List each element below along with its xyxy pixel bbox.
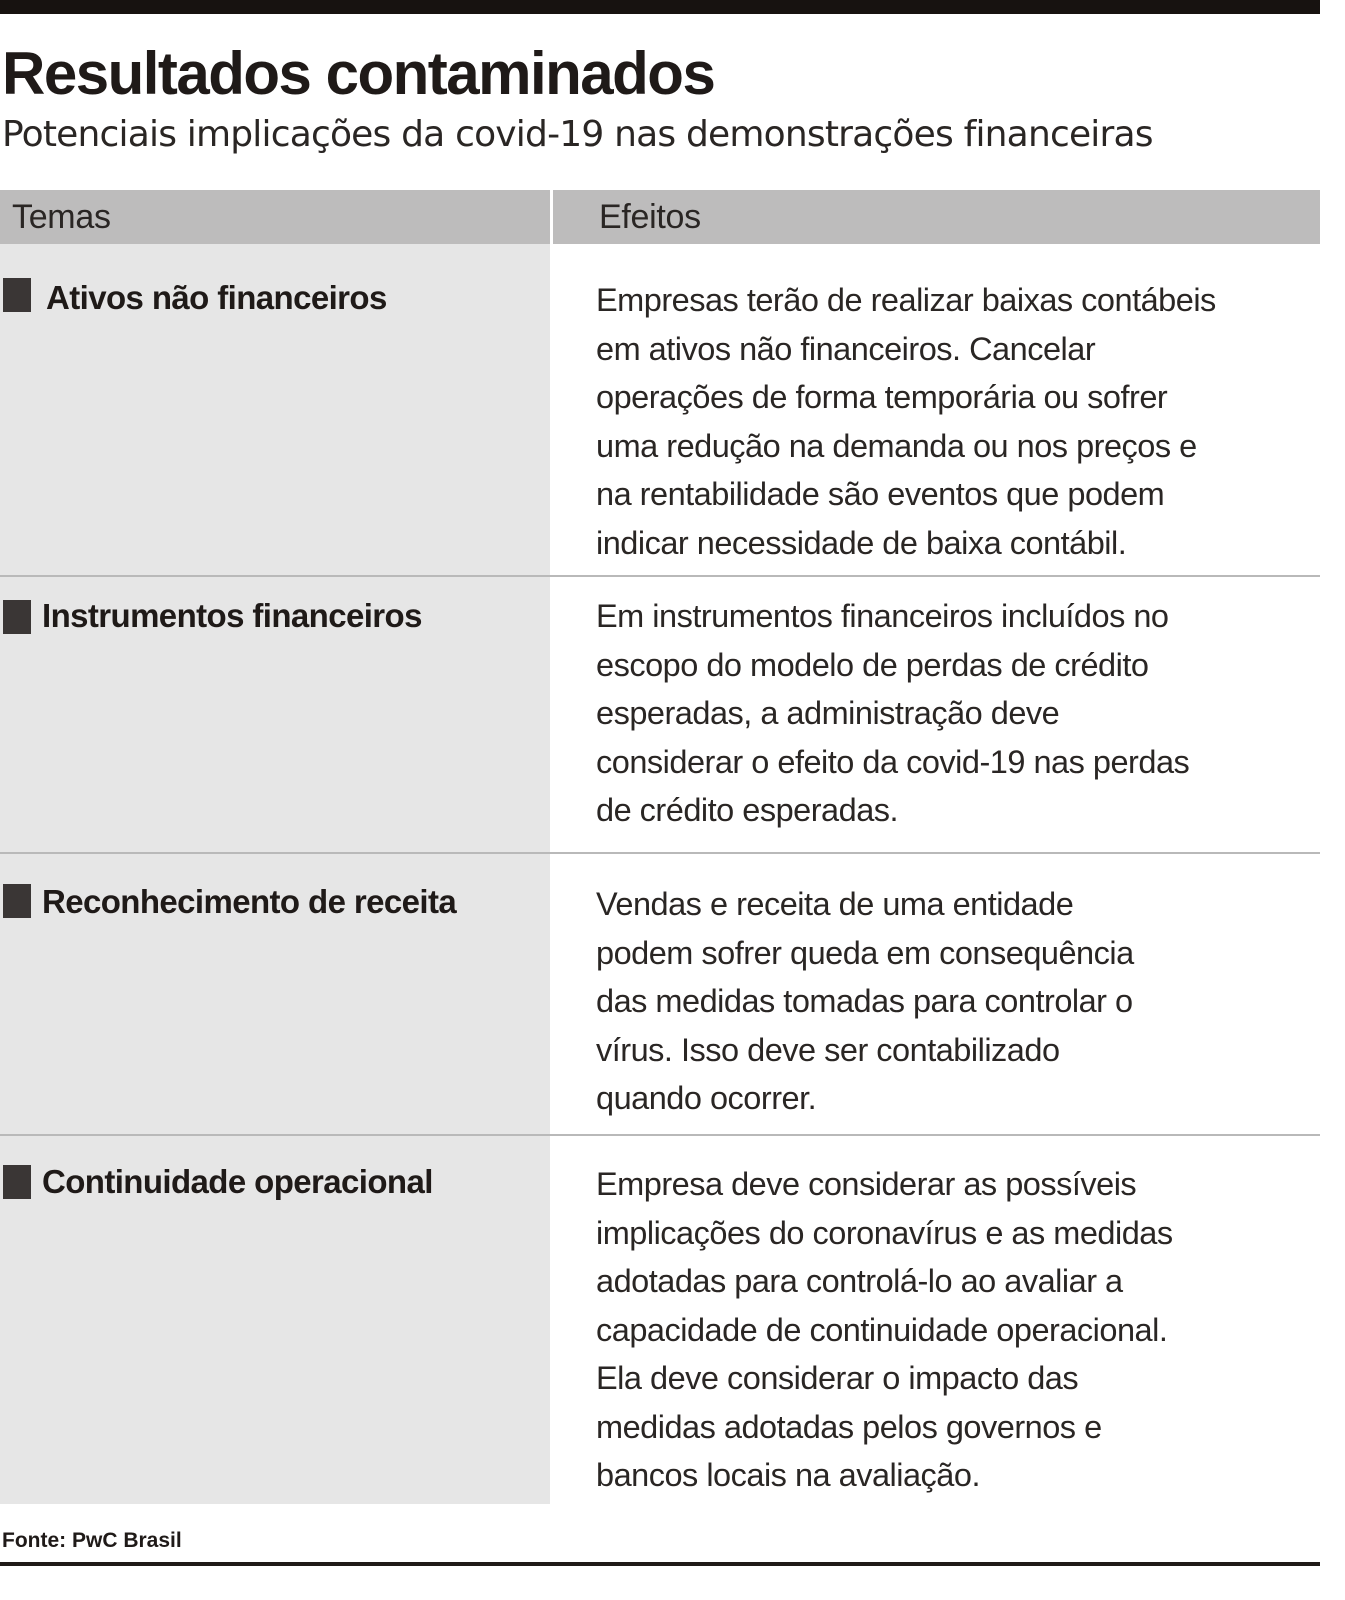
header-temas: Temas [0, 190, 550, 244]
page-title: Resultados contaminados [2, 40, 715, 107]
efeito-text: Vendas e receita de uma entidade podem sofrer queda em consequência das medidas tomadas para controlar o vírus. Isso deve ser contabilizado quando ocorrer. [596, 886, 1134, 1116]
efeito-cell [553, 577, 1320, 852]
header-efeitos: Efeitos [553, 190, 1320, 244]
efeito-text: Em instrumentos financeiros incluídos no escopo do modelo de perdas de crédito esperadas, a administração deve considerar o efeito da covid-19 nas perdas de crédito esperadas. [596, 598, 1190, 828]
top-rule [0, 0, 1320, 14]
table-row [0, 1134, 1320, 1504]
tema-cell [0, 244, 550, 575]
efeito-text: Empresas terão de realizar baixas contábeis em ativos não financeiros. Cancelar operações de forma temporária ou sofrer uma redução na demanda ou nos preços e na rentabilidade são eventos que podem indicar necessidade de baixa contábil. [596, 282, 1216, 561]
efeito-cell [553, 1136, 1320, 1504]
tema-label: Ativos não financeiros [46, 279, 387, 316]
bullet-square-icon [3, 1165, 31, 1199]
table-row [0, 244, 1320, 575]
tema-cell [0, 577, 550, 852]
efeito-cell [553, 244, 1320, 575]
page-subtitle: Potenciais implicações da covid-19 nas demonstrações financeiras [2, 114, 1153, 155]
tema-label: Continuidade operacional [42, 1163, 433, 1200]
table-header [0, 190, 1320, 244]
tema-cell [0, 854, 550, 1134]
bottom-rule [0, 1562, 1320, 1566]
efeito-text: Empresa deve considerar as possíveis implicações do coronavírus e as medidas adotadas para controlá-lo ao avaliar a capacidade de continuidade operacional. Ela deve considerar o impacto das medidas adotadas pelos governos e bancos locais na avaliação. [596, 1166, 1173, 1493]
efeito-cell [553, 854, 1320, 1134]
effects-table [0, 190, 1320, 1504]
bullet-square-icon [3, 278, 31, 312]
table-row [0, 575, 1320, 852]
source-note: Fonte: PwC Brasil [2, 1529, 182, 1552]
bullet-square-icon [3, 884, 31, 918]
tema-label: Reconhecimento de receita [42, 883, 457, 920]
tema-cell [0, 1136, 550, 1504]
table-row [0, 852, 1320, 1134]
bullet-square-icon [3, 600, 31, 634]
tema-label: Instrumentos financeiros [42, 597, 422, 634]
